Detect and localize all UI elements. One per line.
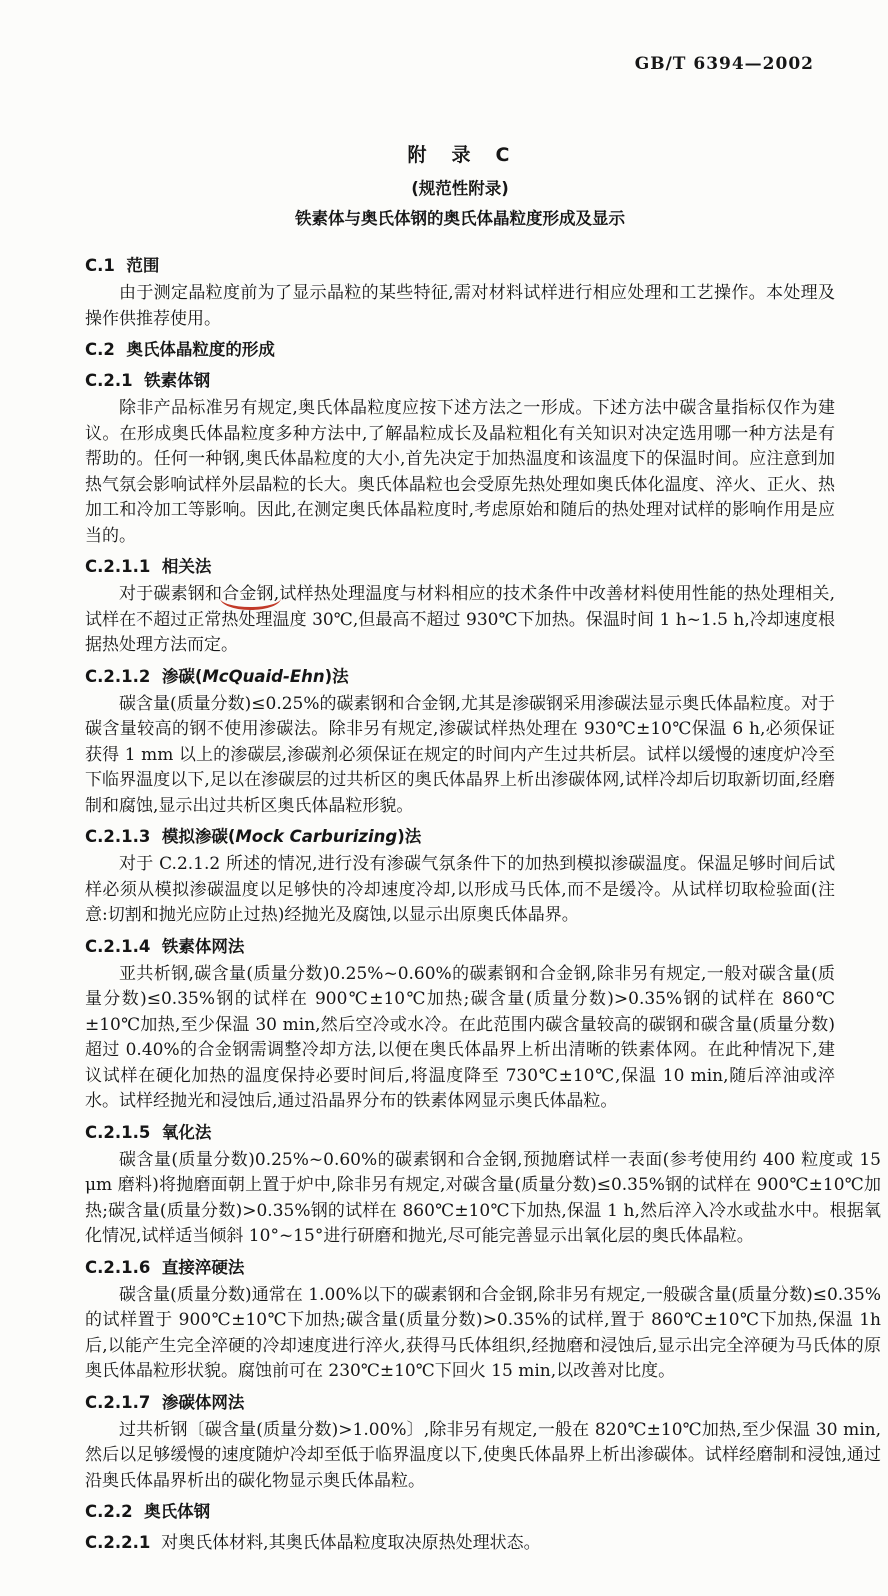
section-heading bbox=[85, 368, 835, 394]
text-segment: 过共析钢〔碳含量(质量分数)>1.00%〕,除非另有规定,一般在 820℃±10℃加热,至少保温 30 min,然后以足够缓慢的速度随炉冷却至低于临界温度以下,使奥氏体晶界上析出渗碳体。试样经磨制和浸蚀,通过沿奥氏体晶界析出的碳化物显示奥氏体晶粒。 bbox=[85, 1419, 881, 1491]
section-heading bbox=[85, 824, 835, 850]
section-heading bbox=[85, 664, 835, 690]
text-segment: C.2.1.7 渗碳体网法 bbox=[85, 1392, 245, 1412]
text-segment: )法 bbox=[324, 666, 349, 686]
section-C.2 bbox=[85, 337, 835, 363]
section-heading bbox=[85, 554, 835, 580]
text-segment: 对奥氏体材料,其奥氏体晶粒度取决原热处理状态。 bbox=[150, 1533, 541, 1553]
section-C.2.1 bbox=[85, 368, 835, 549]
section-C.2.1.4 bbox=[85, 934, 835, 1115]
section-heading bbox=[85, 1390, 881, 1416]
section-heading bbox=[85, 253, 835, 279]
text-segment: 碳含量(质量分数)≤0.25%的碳素钢和合金钢,尤其是渗碳钢采用渗碳法显示奥氏体晶粒度。对于碳含量较高的钢不使用渗碳法。除非另有规定,渗碳试样热处理在 930℃±10℃保温 6 h,必须保证获得 1 mm 以上的渗碳层,渗碳剂必须保证在规定的时间内产生过共析层。试样以缓慢的速度炉冷至下临界温度以下,足以在渗碳层的过共析区的奥氏体晶界上析出渗碳体网,试样冷却后切取新切面,经磨制和腐蚀,显示出过共析区奥氏体晶粒形貌。 bbox=[85, 693, 835, 816]
red-underline-annotation: 合金钢 bbox=[222, 584, 274, 604]
page-content bbox=[85, 0, 881, 1558]
section-C.2.1.2 bbox=[85, 664, 835, 820]
paragraph bbox=[85, 396, 835, 549]
section-C.2.2 bbox=[85, 1499, 835, 1525]
section-C.2.1.5 bbox=[85, 1120, 881, 1250]
text-segment: C.2.1 铁素体钢 bbox=[85, 371, 211, 390]
text-segment: C.1 范围 bbox=[85, 256, 160, 275]
paragraph bbox=[85, 582, 835, 659]
standard-code: GB/T 6394—2002 bbox=[634, 54, 814, 74]
section-heading bbox=[85, 1530, 835, 1556]
section-C.2.1.7 bbox=[85, 1390, 881, 1495]
section-heading bbox=[85, 1255, 881, 1281]
text-segment: 对于碳素钢和 bbox=[119, 584, 223, 604]
section-heading bbox=[85, 1499, 835, 1525]
paragraph bbox=[85, 692, 835, 820]
paragraph bbox=[85, 1148, 881, 1250]
text-segment: C.2.2.1 bbox=[85, 1533, 151, 1552]
text-segment: Mock Carburizing bbox=[235, 827, 398, 846]
text-segment: C.2.1.6 直接淬硬法 bbox=[85, 1257, 245, 1277]
paragraph bbox=[85, 1418, 881, 1495]
text-segment: McQuaid-Ehn bbox=[202, 666, 325, 686]
appendix-label: 附 录 C bbox=[407, 144, 513, 166]
appendix-type-note: (规范性附录) bbox=[411, 179, 509, 198]
paragraph bbox=[85, 962, 835, 1115]
section-C.1 bbox=[85, 253, 835, 332]
paragraph bbox=[85, 281, 835, 332]
text-segment: C.2.2 奥氏体钢 bbox=[85, 1502, 211, 1521]
appendix-sections bbox=[85, 253, 881, 1556]
paragraph bbox=[85, 852, 835, 929]
text-segment: )法 bbox=[397, 827, 422, 846]
text-segment: C.2.1.5 氧化法 bbox=[85, 1122, 212, 1142]
text-segment: ,试样热处理温度与材料相应的技术条件中改善材料使用性能的热处理相关,试样在不超过正常热处理温度 30℃,但最高不超过 930℃下加热。保温时间 1 h~1.5 h,冷却速度根据热处理方法而定。 bbox=[85, 584, 836, 655]
section-C.2.1.6 bbox=[85, 1255, 881, 1385]
text-segment: C.2.1.4 铁素体网法 bbox=[85, 936, 245, 956]
text-segment: 对于 C.2.1.2 所述的情况,进行没有渗碳气氛条件下的加热到模拟渗碳温度。保温足够时间后试样必须从模拟渗碳温度以足够快的冷却速度冷却,以形成马氏体,而不是缓冷。从试样切取检验面(注意:切割和抛光应防止过热)经抛光及腐蚀,以显示出原奥氏体晶界。 bbox=[85, 854, 835, 925]
section-C.2.2.1 bbox=[85, 1530, 835, 1556]
text-segment: C.2.1.2 渗碳( bbox=[85, 666, 203, 686]
text-segment: 碳含量(质量分数)通常在 1.00%以下的碳素钢和合金钢,除非另有规定,一般碳含量(质量分数)≤0.35%的试样置于 900℃±10℃下加热;碳含量(质量分数)>0.35%的试样,置于 860℃±10℃下加热,保温 1h 后,以能产生完全淬硬的冷却速度进行淬火,获得马氏体组织,经抛磨和浸蚀后,显示出完全淬硬为马氏体的原奥氏体晶粒形状貌。腐蚀前可在 230℃±10℃下回火 15 min,以改善对比度。 bbox=[85, 1284, 881, 1381]
appendix-title: 铁素体与奥氏体钢的奥氏体晶粒度形成及显示 bbox=[295, 209, 625, 228]
text-segment: 碳含量(质量分数)0.25%~0.60%的碳素钢和合金钢,预抛磨试样一表面(参考使用约 400 粒度或 15 μm 磨料)将抛磨面朝上置于炉中,除非另有规定,对碳含量(质量分数)≤0.35%钢的试样在 900℃±10℃加热;碳含量(质量分数)>0.35%钢的试样在 860℃±10℃下加热,保温 1 h,然后淬入冷水或盐水中。根据氧化情况,试样适当倾斜 10°~15°进行研磨和抛光,尽可能完善显示出氧化层的奥氏体晶粒。 bbox=[85, 1149, 881, 1246]
section-heading bbox=[85, 1120, 881, 1146]
appendix-title-block bbox=[85, 140, 835, 229]
text-segment: 亚共析钢,碳含量(质量分数)0.25%~0.60%的碳素钢和合金钢,除非另有规定,一般对碳含量(质量分数)≤0.35%钢的试样在 900℃±10℃加热;碳含量(质量分数)>0.35%钢的试样在 860℃±10℃加热,至少保温 30 min,然后空冷或水冷。在此范围内碳含量较高的碳钢和碳含量(质量分数)超过 0.40%的合金钢需调整冷却方法,以便在奥氏体晶界上析出清晰的铁素体网。在此种情况下,建议试样在硬化加热的温度保持必要时间后,将温度降至 730℃±10℃,保温 10 min,随后淬油或淬水。试样经抛光和浸蚀后,通过沿晶界分布的铁素体网显示奥氏体晶粒。 bbox=[85, 963, 835, 1111]
text-segment: C.2.1.1 相关法 bbox=[85, 557, 212, 576]
paragraph bbox=[85, 1283, 881, 1385]
text-segment: 由于测定晶粒度前为了显示晶粒的某些特征,需对材料试样进行相应处理和工艺操作。本处理及操作供推荐使用。 bbox=[85, 283, 835, 329]
section-C.2.1.3 bbox=[85, 824, 835, 929]
text-segment: C.2.1.3 模拟渗碳( bbox=[85, 827, 236, 846]
section-heading bbox=[85, 337, 835, 363]
text-segment: C.2 奥氏体晶粒度的形成 bbox=[85, 340, 275, 359]
text-segment: 除非产品标准另有规定,奥氏体晶粒度应按下述方法之一形成。下述方法中碳含量指标仅作为建议。在形成奥氏体晶粒度多种方法中,了解晶粒成长及晶粒粗化有关知识对决定选用哪一种方法是有帮助的。任何一种钢,奥氏体晶粒度的大小,首先决定于加热温度和该温度下的保温时间。应注意到加热气氛会影响试样外层晶粒的长大。奥氏体晶粒也会受原先热处理如奥氏体化温度、淬火、正火、热加工和冷加工等影响。因此,在测定奥氏体晶粒度时,考虑原始和随后的热处理对试样的影响作用是应当的。 bbox=[85, 398, 835, 546]
section-C.2.1.1 bbox=[85, 554, 835, 659]
section-heading bbox=[85, 934, 835, 960]
